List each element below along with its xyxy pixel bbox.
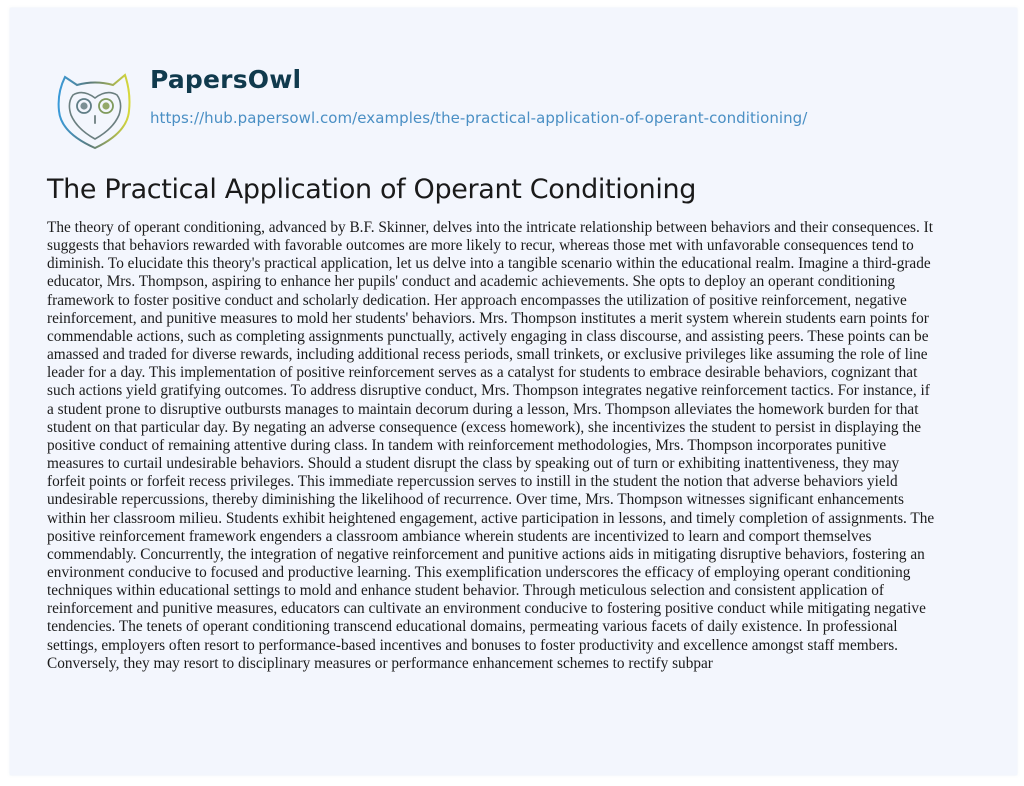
body-line: suggests that behaviors rewarded with favorable outcomes are more likely to recur, whereas those met with unfavorable consequences tend to [47, 237, 914, 255]
body-line: undesirable repercussions, thereby diminishing the likelihood of recurrence. Over time, Mrs. Thompson witnesses significant enhancements [47, 491, 904, 509]
body-line: educator, Mrs. Thompson, aspiring to enhance her pupils' conduct and academic achievements. She opts to deploy an operant conditioning [47, 273, 896, 291]
brand-block [150, 65, 807, 128]
site-header [47, 63, 808, 153]
body-line: forfeit points or forfeit recess privileges. This immediate repercussion serves to instill in the student the notion that adverse behaviors yield [47, 473, 898, 491]
body-line: tendencies. The tenets of operant conditioning transcend educational domains, permeating various facets of daily existence. In professional [47, 618, 898, 636]
owl-logo-icon[interactable] [47, 63, 143, 153]
article-body [47, 219, 982, 673]
body-line: reinforcement, and punitive measures to mold her students' behaviors. Mrs. Thompson institutes a merit system wherein students earn points for [47, 309, 929, 327]
body-line: diminish. To elucidate this theory's practical application, let us delve into a tangible scenario within the educational realm. Imagine a third-grade [47, 255, 931, 273]
body-line: leader for a day. This implementation of positive reinforcement serves as a catalyst for students to embrace desirable behaviors, cognizant that [47, 364, 918, 382]
body-line: within her classroom milieu. Students exhibit heightened engagement, active participation in lessons, and timely completion of assignments. The [47, 509, 935, 527]
body-line: such actions yield gratifying outcomes. To address disruptive conduct, Mrs. Thompson integrates negative reinforcement tactics. For instance, if [47, 382, 930, 400]
body-line: reinforcement and punitive measures, educators can cultivate an environment conducive to fostering positive conduct while mitigating negative [47, 600, 926, 618]
body-line: environment conducive to focused and productive learning. This exemplification underscores the efficacy of employing operant conditioning [47, 563, 911, 581]
article-url-link[interactable]: https://hub.papersowl.com/examples/the-practical-application-of-operant-conditioning/ [150, 109, 808, 127]
body-line: commendable actions, such as completing assignments punctually, actively engaging in class discourse, and assisting peers. These points can be [47, 327, 929, 345]
body-line: amassed and traded for diverse rewards, including additional recess periods, small trinkets, or exclusive privileges like assuming the role of line [47, 346, 928, 364]
body-line: Conversely, they may resort to disciplinary measures or performance enhancement schemes to rectify subpar [47, 654, 713, 672]
body-line: commendably. Concurrently, the integration of negative reinforcement and punitive actions aids in mitigating disruptive behaviors, fostering an [47, 545, 925, 563]
body-line: positive conduct of remaining attentive during class. In tandem with reinforcement methodologies, Mrs. Thompson incorporates punitive [47, 436, 887, 454]
body-line: positive reinforcement framework engenders a classroom ambiance wherein students are incentivized to learn and comport themselves [47, 527, 872, 545]
brand-name[interactable]: PapersOwl [150, 65, 302, 94]
body-line: framework to foster positive conduct and scholarly dedication. Her approach encompasses the utilization of positive reinforcement, negative [47, 291, 907, 309]
body-line: techniques within educational settings to mold and enhance student behavior. Through meticulous selection and consistent application of [47, 582, 885, 600]
body-line: a student prone to disruptive outbursts manages to maintain decorum during a lesson, Mrs. Thompson alleviates the homework burden for that [47, 400, 919, 418]
body-line: measures to curtail undesirable behaviors. Should a student disrupt the class by speaking out of turn or exhibiting inattentiveness, they may [47, 455, 900, 473]
article-title: The Practical Application of Operant Conditioning [47, 174, 697, 205]
body-line: The theory of operant conditioning, advanced by B.F. Skinner, delves into the intricate relationship between behaviors and their consequences. It [47, 219, 933, 236]
body-line: student on that particular day. By negating an adverse consequence (excess homework), she incentivizes the student to persist in displaying the [47, 418, 922, 436]
body-line: settings, employers often resort to performance-based incentives and bonuses to foster productivity and excellence amongst staff members. [47, 636, 898, 654]
